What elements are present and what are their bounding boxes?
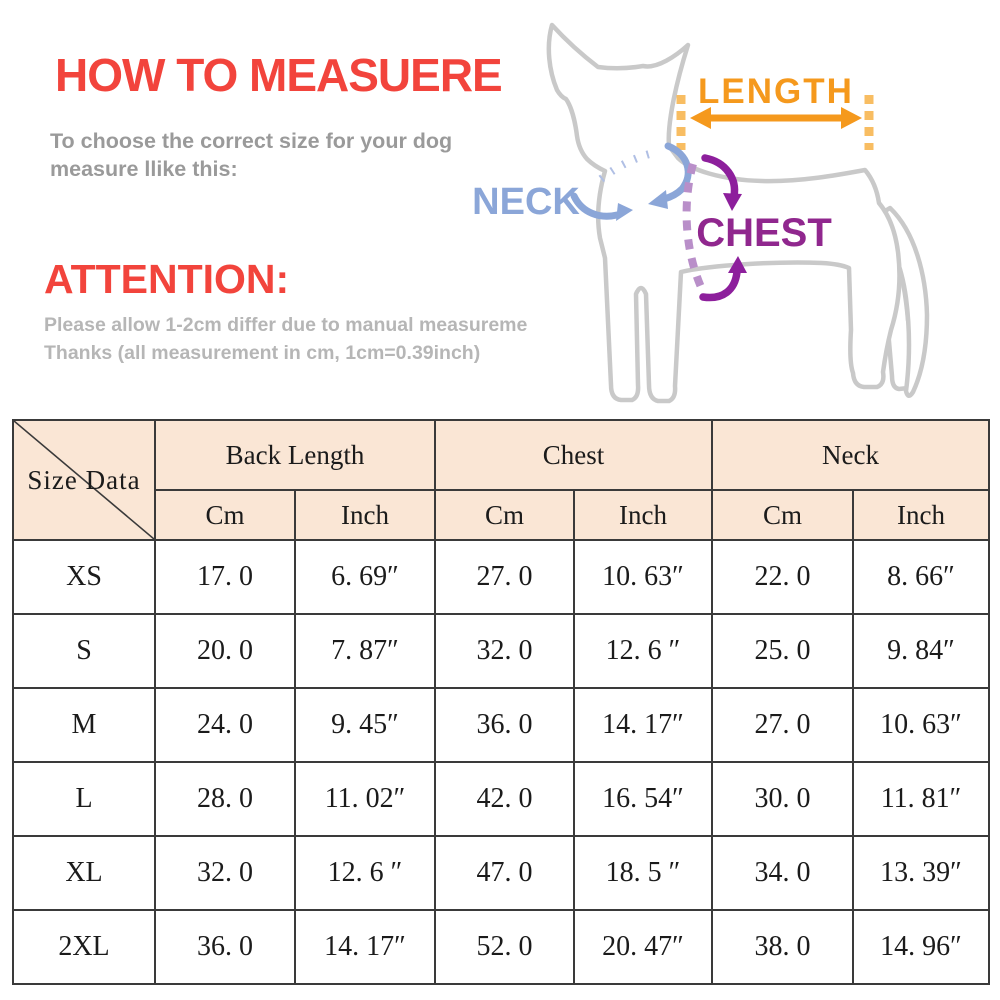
value-cell: 34. 0 xyxy=(712,836,853,910)
value-cell: 52. 0 xyxy=(435,910,574,984)
value-cell: 28. 0 xyxy=(155,762,295,836)
page-title: HOW TO MEASUERE xyxy=(55,49,502,101)
value-cell: 12. 6 ″ xyxy=(574,614,712,688)
group-header-chest: Chest xyxy=(435,420,712,490)
value-cell: 14. 17″ xyxy=(574,688,712,762)
value-cell: 7. 87″ xyxy=(295,614,435,688)
size-table xyxy=(12,419,990,985)
value-cell: 12. 6 ″ xyxy=(295,836,435,910)
table-row-xs xyxy=(13,540,989,614)
chest-arrow-bottom xyxy=(703,272,737,298)
value-cell: 9. 84″ xyxy=(853,614,989,688)
value-cell: 36. 0 xyxy=(155,910,295,984)
table-row-xl xyxy=(13,836,989,910)
value-cell: 20. 0 xyxy=(155,614,295,688)
subtitle-line-2: measure llike this: xyxy=(50,157,238,181)
length-label: LENGTH xyxy=(698,72,854,111)
value-cell: 17. 0 xyxy=(155,540,295,614)
value-cell: 10. 63″ xyxy=(574,540,712,614)
value-cell: 16. 54″ xyxy=(574,762,712,836)
corner-label: Size Data xyxy=(27,464,141,495)
value-cell: 8. 66″ xyxy=(853,540,989,614)
size-cell: XS xyxy=(13,540,155,614)
group-header-neck: Neck xyxy=(712,420,989,490)
size-cell: L xyxy=(13,762,155,836)
table-row-s xyxy=(13,614,989,688)
value-cell: 9. 45″ xyxy=(295,688,435,762)
value-cell: 6. 69″ xyxy=(295,540,435,614)
value-cell: 27. 0 xyxy=(712,688,853,762)
value-cell: 32. 0 xyxy=(435,614,574,688)
value-cell: 24. 0 xyxy=(155,688,295,762)
unit-header: Inch xyxy=(574,490,712,540)
value-cell: 22. 0 xyxy=(712,540,853,614)
table-row-l xyxy=(13,762,989,836)
size-cell: 2XL xyxy=(13,910,155,984)
size-cell: XL xyxy=(13,836,155,910)
dog-measurement-diagram xyxy=(440,0,1000,415)
value-cell: 13. 39″ xyxy=(853,836,989,910)
value-cell: 11. 81″ xyxy=(853,762,989,836)
size-cell: M xyxy=(13,688,155,762)
value-cell: 14. 96″ xyxy=(853,910,989,984)
neck-label: NECK xyxy=(472,181,580,223)
value-cell: 38. 0 xyxy=(712,910,853,984)
subtitle xyxy=(50,127,452,183)
chest-label: CHEST xyxy=(696,211,832,255)
table-row-2xl xyxy=(13,910,989,984)
value-cell: 32. 0 xyxy=(155,836,295,910)
attention-line-1: Please allow 1-2cm differ due to manual measureme xyxy=(44,314,528,336)
value-cell: 27. 0 xyxy=(435,540,574,614)
value-cell: 42. 0 xyxy=(435,762,574,836)
attention-title: ATTENTION: xyxy=(44,256,290,302)
value-cell: 11. 02″ xyxy=(295,762,435,836)
value-cell: 47. 0 xyxy=(435,836,574,910)
attention-line-2: Thanks (all measurement in cm, 1cm=0.39inch) xyxy=(44,342,481,364)
corner-header-cell xyxy=(13,420,155,540)
unit-header: Inch xyxy=(853,490,989,540)
value-cell: 25. 0 xyxy=(712,614,853,688)
unit-header: Cm xyxy=(155,490,295,540)
length-annotation xyxy=(681,72,869,150)
table-row-m xyxy=(13,688,989,762)
subtitle-line-1: To choose the correct size for your dog xyxy=(50,129,453,153)
value-cell: 14. 17″ xyxy=(295,910,435,984)
value-cell: 20. 47″ xyxy=(574,910,712,984)
unit-header: Inch xyxy=(295,490,435,540)
value-cell: 36. 0 xyxy=(435,688,574,762)
unit-header: Cm xyxy=(712,490,853,540)
value-cell: 10. 63″ xyxy=(853,688,989,762)
group-header-back-length: Back Length xyxy=(155,420,435,490)
unit-header: Cm xyxy=(435,490,574,540)
value-cell: 18. 5 ″ xyxy=(574,836,712,910)
size-cell: S xyxy=(13,614,155,688)
value-cell: 30. 0 xyxy=(712,762,853,836)
